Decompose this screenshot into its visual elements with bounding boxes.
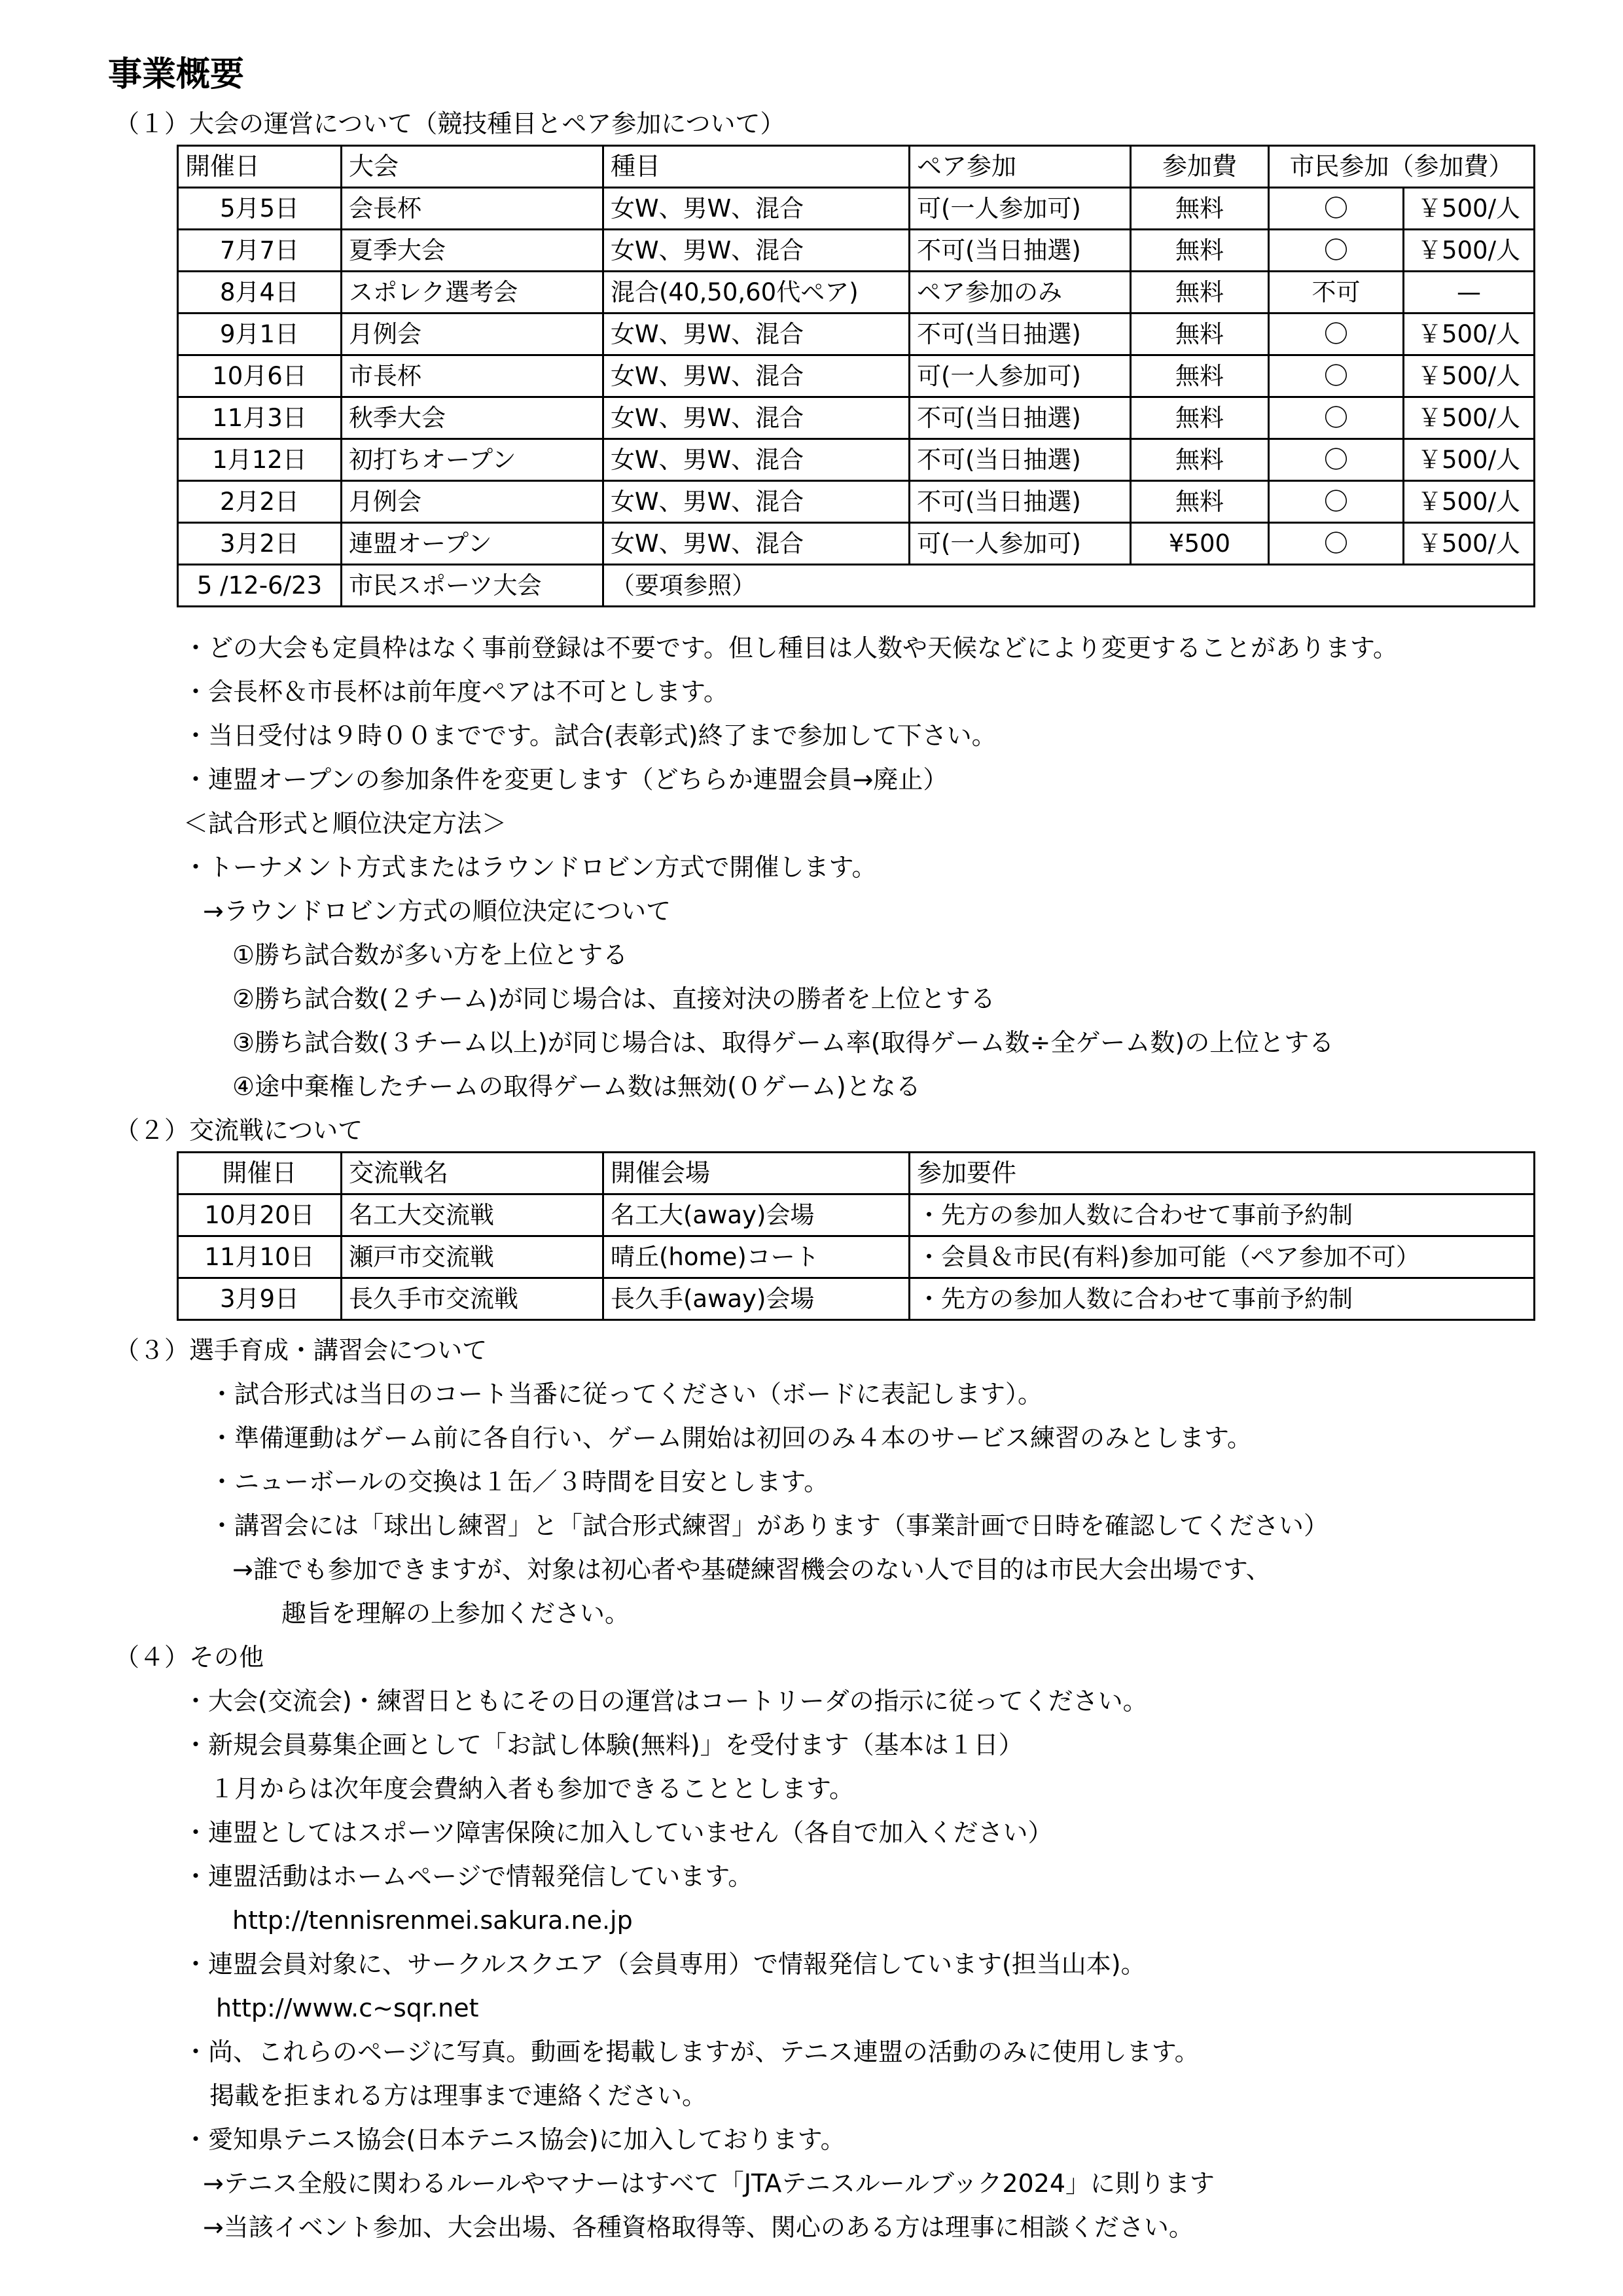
header-pair: ペア参加 (910, 146, 1131, 188)
cell-pair: ペア参加のみ (910, 272, 1131, 314)
cell-date: 10月20日 (178, 1194, 342, 1236)
note-line: ・どの大会も定員枠はなく事前登録は不要です。但し種目は人数や天候などにより変更することがあります。 (183, 634, 1398, 662)
cell-tournament: 市民スポーツ大会 (342, 565, 603, 607)
cell-tournament: 月例会 (342, 481, 603, 523)
header-requirements: 参加要件 (910, 1153, 1535, 1194)
table-row (178, 1194, 1535, 1236)
cell-fee: 無料 (1131, 272, 1269, 314)
header-fee: 参加費 (1131, 146, 1269, 188)
cell-citizen-fee: ￥500/人 (1404, 188, 1535, 230)
cell-tournament: 夏季大会 (342, 230, 603, 272)
table-row-citizen-sports (178, 565, 1535, 607)
table-row (178, 314, 1535, 355)
cell-fee: 無料 (1131, 397, 1269, 439)
ranking-rule: ④途中棄権したチームの取得ゲーム数は無効(０ゲーム)となる (232, 1072, 921, 1101)
note-line: ・トーナメント方式またはラウンドロビン方式で開催します。 (183, 853, 877, 882)
cell-pair: 不可(当日抽選) (910, 230, 1131, 272)
section3-heading: （３）選手育成・講習会について (115, 1336, 488, 1365)
other-line: ・連盟活動はホームページで情報発信しています。 (183, 1862, 753, 1891)
cell-citizen: 〇 (1269, 439, 1404, 481)
cell-tournament: 連盟オープン (342, 523, 603, 565)
cell-citizen-fee: ￥500/人 (1404, 397, 1535, 439)
cell-requirements: ・先方の参加人数に合わせて事前予約制 (910, 1194, 1535, 1236)
cell-citizen: 〇 (1269, 523, 1404, 565)
other-line: ・新規会員募集企画として「お試し体験(無料)」を受付ます（基本は１日） (183, 1731, 1024, 1759)
note-line: ・会長杯＆市長杯は前年度ペアは不可とします。 (183, 677, 728, 706)
cell-event: 女W、男W、混合 (603, 523, 910, 565)
other-line: 掲載を拒まれる方は理事まで連絡ください。 (209, 2081, 707, 2110)
cell-tournament: スポレク選考会 (342, 272, 603, 314)
section2-heading: （２）交流戦について (115, 1116, 363, 1145)
cell-citizen: 不可 (1269, 272, 1404, 314)
table-row (178, 481, 1535, 523)
header-match-name: 交流戦名 (342, 1153, 603, 1194)
header-tournament: 大会 (342, 146, 603, 188)
section1-heading: （１）大会の運営について（競技種目とペア参加について） (115, 109, 785, 138)
cell-citizen-fee: ￥500/人 (1404, 355, 1535, 397)
cell-pair: 不可(当日抽選) (910, 397, 1131, 439)
cell-date: 7月7日 (178, 230, 342, 272)
cell-tournament: 月例会 (342, 314, 603, 355)
other-line: →当該イベント参加、大会出場、各種資格取得等、関心のある方は理事に相談ください。 (203, 2213, 1194, 2242)
homepage-url: http://tennisrenmei.sakura.ne.jp (232, 1906, 633, 1935)
cell-citizen-fee: ￥500/人 (1404, 481, 1535, 523)
cell-citizen: 〇 (1269, 397, 1404, 439)
cell-event: 混合(40,50,60代ペア) (603, 272, 910, 314)
cell-citizen-fee: ￥500/人 (1404, 314, 1535, 355)
cell-pair: 不可(当日抽選) (910, 439, 1131, 481)
cell-event: 女W、男W、混合 (603, 355, 910, 397)
header-date: 開催日 (178, 1153, 342, 1194)
cell-requirements: ・先方の参加人数に合わせて事前予約制 (910, 1278, 1535, 1320)
cell-date: 9月1日 (178, 314, 342, 355)
cell-date: 3月9日 (178, 1278, 342, 1320)
other-line: →テニス全般に関わるルールやマナーはすべて「JTAテニスルールブック2024」に則ります (203, 2169, 1215, 2198)
cell-fee: 無料 (1131, 439, 1269, 481)
cell-date: 5月5日 (178, 188, 342, 230)
tournament-table (177, 145, 1535, 607)
cell-date: 2月2日 (178, 481, 342, 523)
training-line: ・試合形式は当日のコート当番に従ってください（ボードに表記します）。 (209, 1380, 1043, 1408)
cell-fee: 無料 (1131, 314, 1269, 355)
cell-fee: 無料 (1131, 230, 1269, 272)
cell-match-name: 名工大交流戦 (342, 1194, 603, 1236)
other-line: ・尚、これらのページに写真。動画を掲載しますが、テニス連盟の活動のみに使用します。 (183, 2037, 1200, 2066)
exchange-match-table (177, 1151, 1535, 1321)
other-line: １月からは次年度会費納入者も参加できることとします。 (209, 1774, 854, 1803)
cell-citizen: 〇 (1269, 188, 1404, 230)
header-citizen: 市民参加（参加費） (1269, 146, 1535, 188)
ranking-rule: ②勝ち試合数(２チーム)が同じ場合は、直接対決の勝者を上位とする (232, 984, 995, 1013)
cell-pair: 不可(当日抽選) (910, 481, 1131, 523)
tournament-header-row (178, 146, 1535, 188)
table-row (178, 272, 1535, 314)
cell-requirements: ・会員＆市民(有料)参加可能（ペア参加不可） (910, 1236, 1535, 1278)
table-row (178, 439, 1535, 481)
cell-citizen-fee: ￥500/人 (1404, 230, 1535, 272)
circle-square-url: http://www.c~sqr.net (216, 1994, 479, 2022)
table-row (178, 355, 1535, 397)
cell-citizen: 〇 (1269, 314, 1404, 355)
cell-event: 女W、男W、混合 (603, 188, 910, 230)
training-line: →誰でも参加できますが、対象は初心者や基礎練習機会のない人で目的は市民大会出場です、 (232, 1555, 1271, 1584)
training-line: 趣旨を理解の上参加ください。 (281, 1599, 630, 1628)
cell-event: 女W、男W、混合 (603, 314, 910, 355)
cell-citizen: 〇 (1269, 230, 1404, 272)
cell-venue: 名工大(away)会場 (603, 1194, 910, 1236)
table-row (178, 188, 1535, 230)
cell-date: 1月12日 (178, 439, 342, 481)
cell-pair: 可(一人参加可) (910, 355, 1131, 397)
cell-tournament: 会長杯 (342, 188, 603, 230)
other-line: ・連盟会員対象に、サークルスクエア（会員専用）で情報発信しています(担当山本)。 (183, 1950, 1146, 1979)
table-row (178, 1236, 1535, 1278)
ranking-rule: ③勝ち試合数(３チーム以上)が同じ場合は、取得ゲーム率(取得ゲーム数÷全ゲーム数)の上位とする (232, 1028, 1334, 1057)
cell-fee: ¥500 (1131, 523, 1269, 565)
cell-venue: 長久手(away)会場 (603, 1278, 910, 1320)
page-title: 事業概要 (108, 55, 245, 94)
cell-event: 女W、男W、混合 (603, 397, 910, 439)
cell-tournament: 秋季大会 (342, 397, 603, 439)
cell-tournament: 市長杯 (342, 355, 603, 397)
other-line: ・愛知県テニス協会(日本テニス協会)に加入しております。 (183, 2125, 846, 2154)
cell-citizen-fee: — (1404, 272, 1535, 314)
cell-pair: 不可(当日抽選) (910, 314, 1131, 355)
cell-fee: 無料 (1131, 481, 1269, 523)
cell-match-name: 長久手市交流戦 (342, 1278, 603, 1320)
cell-event: 女W、男W、混合 (603, 230, 910, 272)
header-event: 種目 (603, 146, 910, 188)
cell-citizen: 〇 (1269, 481, 1404, 523)
other-line: ・連盟としてはスポーツ障害保険に加入していません（各自で加入ください） (183, 1818, 1053, 1847)
section4-heading: （４）その他 (115, 1643, 264, 1672)
header-venue: 開催会場 (603, 1153, 910, 1194)
exchange-header-row (178, 1153, 1535, 1194)
cell-date: 10月6日 (178, 355, 342, 397)
table-row (178, 1278, 1535, 1320)
cell-reference: （要項参照） (603, 565, 1535, 607)
table-row (178, 230, 1535, 272)
cell-citizen-fee: ￥500/人 (1404, 439, 1535, 481)
cell-match-name: 瀬戸市交流戦 (342, 1236, 603, 1278)
cell-pair: 可(一人参加可) (910, 523, 1131, 565)
training-line: ・準備運動はゲーム前に各自行い、ゲーム開始は初回のみ４本のサービス練習のみとします。 (209, 1424, 1252, 1452)
training-line: ・ニューボールの交換は１缶／３時間を目安とします。 (209, 1467, 829, 1496)
cell-date: 8月4日 (178, 272, 342, 314)
cell-citizen: 〇 (1269, 355, 1404, 397)
cell-venue: 晴丘(home)コート (603, 1236, 910, 1278)
cell-event: 女W、男W、混合 (603, 439, 910, 481)
cell-citizen-fee: ￥500/人 (1404, 523, 1535, 565)
cell-tournament: 初打ちオープン (342, 439, 603, 481)
cell-date: 11月3日 (178, 397, 342, 439)
note-line: →ラウンドロビン方式の順位決定について (203, 897, 671, 925)
note-line: ・連盟オープンの参加条件を変更します（どちらか連盟会員→廃止） (183, 765, 948, 794)
table-row (178, 397, 1535, 439)
cell-fee: 無料 (1131, 188, 1269, 230)
cell-event: 女W、男W、混合 (603, 481, 910, 523)
cell-pair: 可(一人参加可) (910, 188, 1131, 230)
table-row (178, 523, 1535, 565)
ranking-rule: ①勝ち試合数が多い方を上位とする (232, 941, 628, 969)
cell-date: 11月10日 (178, 1236, 342, 1278)
header-date: 開催日 (178, 146, 342, 188)
cell-date: 5 /12-6/23 (178, 565, 342, 607)
cell-fee: 無料 (1131, 355, 1269, 397)
cell-date: 3月2日 (178, 523, 342, 565)
subheading-match-format: ＜試合形式と順位決定方法＞ (183, 809, 507, 838)
training-line: ・講習会には「球出し練習」と「試合形式練習」があります（事業計画で日時を確認してください） (209, 1511, 1329, 1540)
other-line: ・大会(交流会)・練習日ともにその日の運営はコートリーダの指示に従ってください。 (183, 1687, 1148, 1715)
note-line: ・当日受付は９時００までです。試合(表彰式)終了まで参加して下さい。 (183, 721, 997, 750)
